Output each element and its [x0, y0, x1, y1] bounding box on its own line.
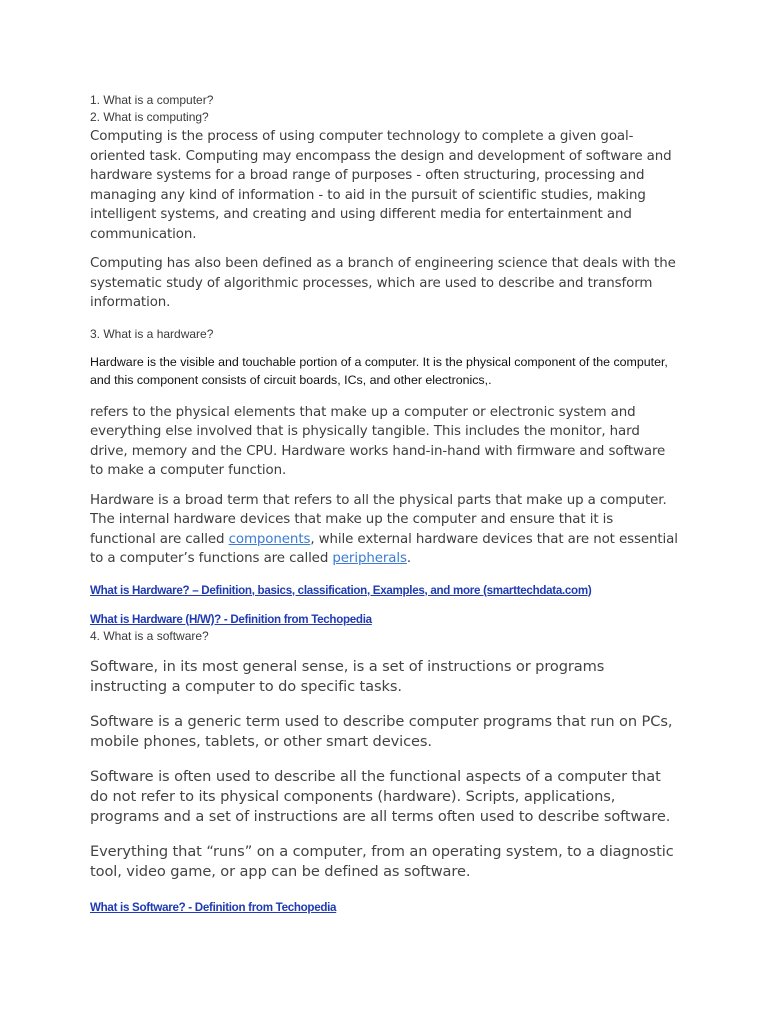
question-computer: 1. What is a computer?: [90, 93, 214, 107]
hardware-paragraph-2-text-b: , while external hardware devices that are not essential to a computer’s functions are called: [90, 531, 678, 566]
hardware-paragraph-1: refers to the physical elements that make up a computer or electronic system and everything else involved that is physically tangible. This includes the monitor, hard drive, memory and the CPU. Hardware works hand-in-hand with firmware and software to make a computer function.: [90, 404, 666, 478]
question-computing: 2. What is computing?: [90, 110, 209, 124]
question-software: 4. What is a software?: [90, 628, 209, 643]
software-paragraph-1: Software, in its most general sense, is a set of instructions or programs instructing a computer to do specific tasks.: [90, 657, 605, 695]
hardware-paragraph-2-text-c: .: [406, 551, 412, 566]
hardware-reference-link-smarttechdata[interactable]: What is Hardware? – Definition, basics, classification, Examples, and more (smarttechdata.com): [90, 583, 592, 597]
software-paragraph-3: Software is often used to describe all the functional aspects of a computer that do not refer to its physical components (hardware). Scripts, applications, programs and a set of instructions are all terms often used to describe software.: [90, 767, 671, 825]
computing-paragraph-2: Computing has also been defined as a branch of engineering science that deals with the systematic study of algorithmic processes, which are used to describe and transform information.: [90, 256, 676, 310]
software-paragraph-2: Software is a generic term used to describe computer programs that run on PCs, mobile phones, tablets, or other smart devices.: [90, 712, 673, 750]
software-reference-link-techopedia[interactable]: What is Software? - Definition from Techopedia: [90, 900, 337, 914]
question-hardware: 3. What is a hardware?: [90, 326, 214, 341]
hardware-definition: Hardware is the visible and touchable portion of a computer. It is the physical component of the computer, and this component consists of circuit boards, ICs, and other electronics,.: [90, 354, 668, 387]
hardware-paragraph-2-text-a: Hardware is a broad term that refers to all the physical parts that make up a computer. The internal hardware devices that make up the computer and ensure that it is functional are called: [90, 492, 667, 547]
software-paragraph-4: Everything that “runs” on a computer, from an operating system, to a diagnostic tool, video game, or app can be defined as software.: [90, 842, 674, 880]
hardware-paragraph-2: [90, 491, 678, 569]
hardware-reference-link-techopedia[interactable]: What is Hardware (H/W)? - Definition from Techopedia: [90, 612, 372, 626]
computing-paragraph-1: Computing is the process of using computer technology to complete a given goal-oriented task. Computing may encompass the design and development of software and hardware systems for a broad range of purposes - often structuring, processing and managing any kind of information - to aid in the pursuit of scientific studies, making intelligent systems, and creating and using different media for entertainment and communication.: [90, 129, 672, 242]
components-link[interactable]: components: [228, 531, 311, 547]
peripherals-link[interactable]: peripherals: [332, 551, 407, 566]
